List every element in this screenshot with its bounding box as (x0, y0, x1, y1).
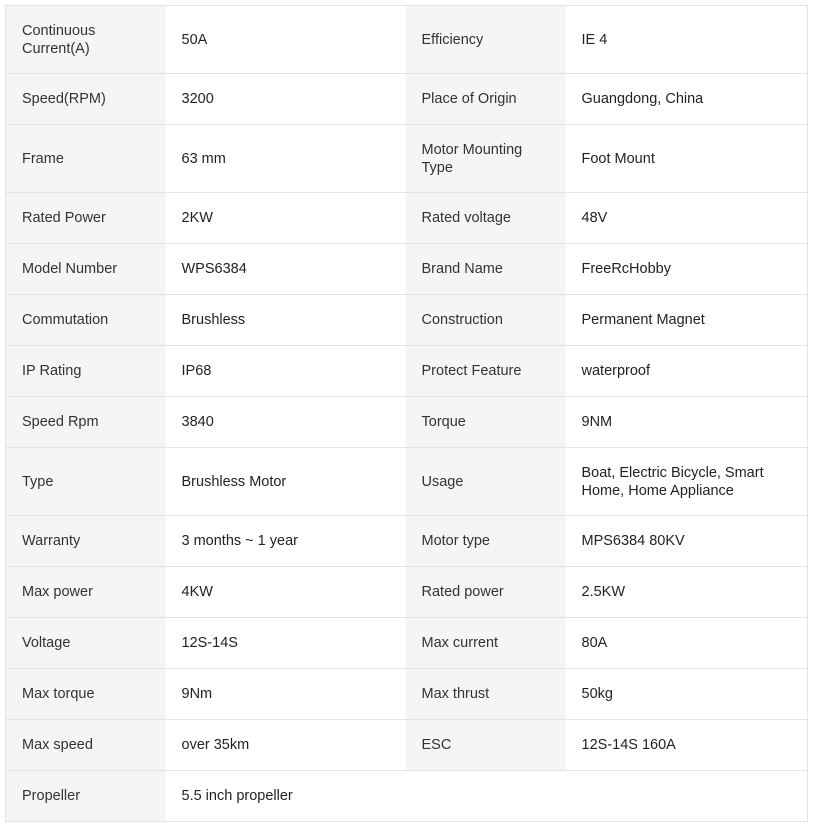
spec-label: Commutation (6, 295, 166, 346)
spec-label: Rated Power (6, 193, 166, 244)
table-row (6, 295, 808, 346)
table-row (6, 244, 808, 295)
spec-label: Max power (6, 567, 166, 618)
spec-label: Propeller (6, 771, 166, 822)
spec-label: Torque (406, 397, 566, 448)
spec-label: IP Rating (6, 346, 166, 397)
spec-label: Frame (6, 125, 166, 193)
spec-value: 50A (166, 6, 406, 74)
spec-value: 50kg (566, 669, 808, 720)
spec-label: Max current (406, 618, 566, 669)
spec-value: 48V (566, 193, 808, 244)
spec-label: Efficiency (406, 6, 566, 74)
spec-label: Place of Origin (406, 74, 566, 125)
table-row (6, 346, 808, 397)
spec-value: 3 months ~ 1 year (166, 516, 406, 567)
spec-value: 4KW (166, 567, 406, 618)
empty-cell (566, 771, 808, 822)
spec-value: 3200 (166, 74, 406, 125)
spec-label: Motor Mounting Type (406, 125, 566, 193)
table-row (6, 618, 808, 669)
spec-value: Permanent Magnet (566, 295, 808, 346)
spec-label: Speed(RPM) (6, 74, 166, 125)
spec-value: 2KW (166, 193, 406, 244)
spec-label: Usage (406, 448, 566, 516)
spec-value: WPS6384 (166, 244, 406, 295)
spec-value: Brushless Motor (166, 448, 406, 516)
table-row (6, 125, 808, 193)
spec-label: Warranty (6, 516, 166, 567)
table-row (6, 6, 808, 74)
table-row (6, 193, 808, 244)
spec-value: Foot Mount (566, 125, 808, 193)
table-row (6, 397, 808, 448)
spec-value: 5.5 inch propeller (166, 771, 406, 822)
spec-label: Model Number (6, 244, 166, 295)
spec-value: IE 4 (566, 6, 808, 74)
spec-value: 3840 (166, 397, 406, 448)
spec-value: Guangdong, China (566, 74, 808, 125)
spec-label: Continuous Current(A) (6, 6, 166, 74)
spec-value: 12S-14S 160A (566, 720, 808, 771)
spec-label: Protect Feature (406, 346, 566, 397)
empty-cell (406, 771, 566, 822)
table-row (6, 516, 808, 567)
spec-label: Construction (406, 295, 566, 346)
spec-value: 9NM (566, 397, 808, 448)
spec-value: Brushless (166, 295, 406, 346)
spec-label: Max speed (6, 720, 166, 771)
spec-label: Type (6, 448, 166, 516)
spec-value: FreeRcHobby (566, 244, 808, 295)
spec-label: Speed Rpm (6, 397, 166, 448)
spec-label: Max torque (6, 669, 166, 720)
spec-value: 12S-14S (166, 618, 406, 669)
spec-value: IP68 (166, 346, 406, 397)
table-row (6, 74, 808, 125)
spec-label: Max thrust (406, 669, 566, 720)
table-row (6, 669, 808, 720)
spec-label: Brand Name (406, 244, 566, 295)
spec-label: Rated power (406, 567, 566, 618)
spec-value: MPS6384 80KV (566, 516, 808, 567)
table-row (6, 771, 808, 822)
spec-table (5, 5, 808, 822)
spec-label: Motor type (406, 516, 566, 567)
spec-value: 80A (566, 618, 808, 669)
spec-value: waterproof (566, 346, 808, 397)
spec-value: 2.5KW (566, 567, 808, 618)
table-row (6, 567, 808, 618)
spec-label: Rated voltage (406, 193, 566, 244)
table-row (6, 448, 808, 516)
spec-value: 9Nm (166, 669, 406, 720)
table-row (6, 720, 808, 771)
spec-label: ESC (406, 720, 566, 771)
spec-value: Boat, Electric Bicycle, Smart Home, Home Appliance (566, 448, 808, 516)
spec-value: over 35km (166, 720, 406, 771)
spec-value: 63 mm (166, 125, 406, 193)
spec-label: Voltage (6, 618, 166, 669)
